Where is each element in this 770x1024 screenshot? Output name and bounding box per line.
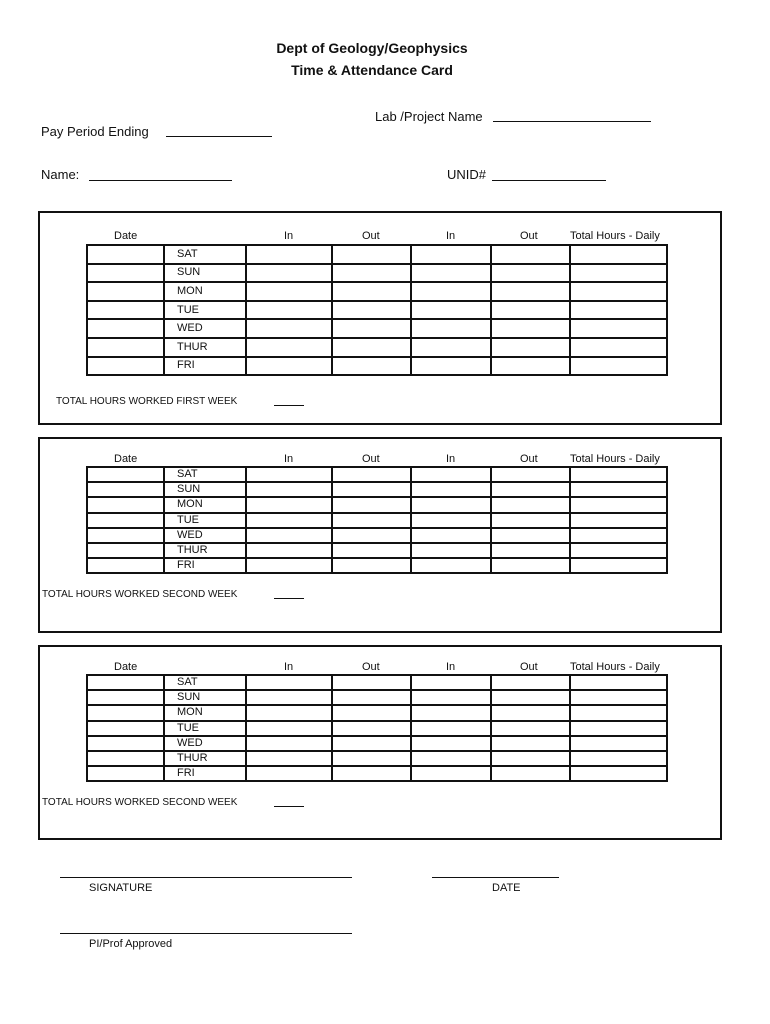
date-cell[interactable] [87,357,164,376]
date-cell[interactable] [87,751,164,766]
table-row [87,766,667,781]
total-hours-cell[interactable] [570,721,667,736]
out-cell[interactable] [332,543,411,558]
total-hours-cell[interactable] [570,245,667,264]
in-cell[interactable] [411,319,491,338]
approved-label: PI/Prof Approved [89,938,173,950]
day-label: THUR [164,543,246,558]
date-cell[interactable] [87,543,164,558]
in-cell[interactable] [246,736,332,751]
date-cell[interactable] [87,482,164,497]
col-header-out1: Out [362,661,380,673]
week-2-table [86,466,668,574]
out-cell[interactable] [491,690,570,705]
out-cell[interactable] [491,751,570,766]
out-cell[interactable] [491,264,570,283]
day-label: MON [164,497,246,512]
lab-project-field[interactable] [493,121,651,122]
in-cell[interactable] [411,264,491,283]
in-cell[interactable] [411,751,491,766]
in-cell[interactable] [411,528,491,543]
col-header-total: Total Hours - Daily [570,453,660,465]
week-2-total-field[interactable] [274,598,304,599]
date-cell[interactable] [87,497,164,512]
out-cell[interactable] [332,751,411,766]
date-cell[interactable] [87,245,164,264]
in-cell[interactable] [246,482,332,497]
col-header-date: Date [114,230,138,242]
in-cell[interactable] [411,690,491,705]
date-cell[interactable] [87,721,164,736]
table-row [87,721,667,736]
day-label: FRI [164,357,246,376]
total-hours-cell[interactable] [570,690,667,705]
total-hours-cell[interactable] [570,497,667,512]
total-hours-cell[interactable] [570,675,667,690]
in-cell[interactable] [246,301,332,320]
lab-project-label: Lab /Project Name [375,109,483,124]
in-cell[interactable] [411,301,491,320]
week-3-total-field[interactable] [274,806,304,807]
out-cell[interactable] [491,543,570,558]
out-cell[interactable] [491,528,570,543]
table-row [87,497,667,512]
total-hours-cell[interactable] [570,766,667,781]
table-row [87,751,667,766]
out-cell[interactable] [491,558,570,573]
in-cell[interactable] [411,245,491,264]
day-label: FRI [164,766,246,781]
out-cell[interactable] [332,245,411,264]
out-cell[interactable] [491,736,570,751]
date-cell[interactable] [87,319,164,338]
col-header-out1: Out [362,230,380,242]
in-cell[interactable] [246,338,332,357]
table-row [87,357,667,376]
in-cell[interactable] [246,721,332,736]
table-row [87,338,667,357]
out-cell[interactable] [491,301,570,320]
table-row [87,675,667,690]
col-header-in1: In [284,230,294,242]
in-cell[interactable] [411,705,491,720]
date-cell[interactable] [87,675,164,690]
in-cell[interactable] [411,558,491,573]
table-row [87,705,667,720]
date-field[interactable] [432,877,559,878]
date-cell[interactable] [87,338,164,357]
out-cell[interactable] [491,282,570,301]
day-label: SUN [164,264,246,283]
total-hours-cell[interactable] [570,736,667,751]
out-cell[interactable] [491,705,570,720]
out-cell[interactable] [491,338,570,357]
in-cell[interactable] [411,467,491,482]
signature-label: SIGNATURE [89,882,153,894]
in-cell[interactable] [246,282,332,301]
out-cell[interactable] [332,319,411,338]
col-header-out2: Out [520,661,538,673]
date-cell[interactable] [87,690,164,705]
date-cell[interactable] [87,705,164,720]
out-cell[interactable] [332,513,411,528]
approval-field[interactable] [60,933,352,934]
day-label: WED [164,319,246,338]
total-hours-cell[interactable] [570,513,667,528]
week-2-total-label: TOTAL HOURS WORKED SECOND WEEK [42,589,238,600]
table-row [87,558,667,573]
out-cell[interactable] [491,513,570,528]
in-cell[interactable] [411,675,491,690]
total-hours-cell[interactable] [570,467,667,482]
out-cell[interactable] [332,675,411,690]
out-cell[interactable] [491,357,570,376]
out-cell[interactable] [491,497,570,512]
out-cell[interactable] [332,705,411,720]
date-cell[interactable] [87,264,164,283]
table-row [87,513,667,528]
total-hours-cell[interactable] [570,301,667,320]
in-cell[interactable] [411,513,491,528]
in-cell[interactable] [246,513,332,528]
in-cell[interactable] [411,282,491,301]
day-label: WED [164,736,246,751]
week-1-total-label: TOTAL HOURS WORKED FIRST WEEK [56,396,238,407]
pay-period-field[interactable] [166,136,272,137]
in-cell[interactable] [246,467,332,482]
day-label: TUE [164,301,246,320]
col-header-total: Total Hours - Daily [570,230,660,242]
table-row [87,528,667,543]
in-cell[interactable] [411,338,491,357]
col-header-date: Date [114,453,138,465]
out-cell[interactable] [332,282,411,301]
total-hours-cell[interactable] [570,282,667,301]
out-cell[interactable] [332,467,411,482]
out-cell[interactable] [491,467,570,482]
date-cell[interactable] [87,467,164,482]
in-cell[interactable] [411,766,491,781]
in-cell[interactable] [411,543,491,558]
in-cell[interactable] [246,705,332,720]
table-row [87,282,667,301]
in-cell[interactable] [246,558,332,573]
day-label: THUR [164,751,246,766]
col-header-in1: In [284,453,294,465]
date-cell[interactable] [87,528,164,543]
col-header-in2: In [446,661,456,673]
out-cell[interactable] [491,245,570,264]
out-cell[interactable] [332,690,411,705]
day-label: SAT [164,245,246,264]
out-cell[interactable] [332,357,411,376]
out-cell[interactable] [491,721,570,736]
pay-period-label: Pay Period Ending [41,124,149,139]
col-header-in1: In [284,661,294,673]
day-label: SUN [164,690,246,705]
week-1-total-field[interactable] [274,405,304,406]
in-cell[interactable] [246,497,332,512]
col-header-date: Date [114,661,138,673]
out-cell[interactable] [491,319,570,338]
day-label: THUR [164,338,246,357]
in-cell[interactable] [246,751,332,766]
day-label: SAT [164,675,246,690]
table-row [87,690,667,705]
day-label: MON [164,282,246,301]
total-hours-cell[interactable] [570,543,667,558]
table-row [87,736,667,751]
date-cell[interactable] [87,513,164,528]
week-1-table [86,244,668,376]
table-row [87,482,667,497]
total-hours-cell[interactable] [570,558,667,573]
in-cell[interactable] [411,482,491,497]
col-header-total: Total Hours - Daily [570,661,660,673]
total-hours-cell[interactable] [570,751,667,766]
unid-label: UNID# [447,167,487,182]
in-cell[interactable] [246,319,332,338]
week-3-total-label: TOTAL HOURS WORKED SECOND WEEK [42,797,238,808]
signature-field[interactable] [60,877,352,878]
col-header-out1: Out [362,453,380,465]
out-cell[interactable] [491,482,570,497]
out-cell[interactable] [491,766,570,781]
in-cell[interactable] [411,721,491,736]
in-cell[interactable] [246,690,332,705]
table-row [87,245,667,264]
day-label: TUE [164,721,246,736]
week-3-table [86,674,668,782]
total-hours-cell[interactable] [570,705,667,720]
col-header-in2: In [446,230,456,242]
name-label: Name: [41,167,80,182]
out-cell[interactable] [332,264,411,283]
table-row [87,264,667,283]
out-cell[interactable] [332,482,411,497]
in-cell[interactable] [411,357,491,376]
name-field[interactable] [89,180,232,181]
out-cell[interactable] [332,301,411,320]
in-cell[interactable] [246,675,332,690]
date-label: DATE [492,882,521,894]
in-cell[interactable] [246,528,332,543]
date-cell[interactable] [87,282,164,301]
total-hours-cell[interactable] [570,482,667,497]
out-cell[interactable] [332,528,411,543]
table-row [87,467,667,482]
out-cell[interactable] [332,497,411,512]
out-cell[interactable] [332,558,411,573]
date-cell[interactable] [87,301,164,320]
day-label: SUN [164,482,246,497]
form-title: Dept of Geology/Geophysics [276,40,468,56]
form-subtitle: Time & Attendance Card [291,62,453,78]
out-cell[interactable] [332,721,411,736]
day-label: FRI [164,558,246,573]
total-hours-cell[interactable] [570,338,667,357]
in-cell[interactable] [411,497,491,512]
out-cell[interactable] [332,736,411,751]
day-label: TUE [164,513,246,528]
in-cell[interactable] [246,264,332,283]
total-hours-cell[interactable] [570,528,667,543]
in-cell[interactable] [246,245,332,264]
total-hours-cell[interactable] [570,319,667,338]
col-header-out2: Out [520,453,538,465]
out-cell[interactable] [332,766,411,781]
in-cell[interactable] [411,736,491,751]
total-hours-cell[interactable] [570,357,667,376]
date-cell[interactable] [87,558,164,573]
total-hours-cell[interactable] [570,264,667,283]
in-cell[interactable] [246,357,332,376]
table-row [87,319,667,338]
col-header-out2: Out [520,230,538,242]
table-row [87,543,667,558]
day-label: MON [164,705,246,720]
table-row [87,301,667,320]
out-cell[interactable] [332,338,411,357]
date-cell[interactable] [87,766,164,781]
day-label: SAT [164,467,246,482]
out-cell[interactable] [491,675,570,690]
in-cell[interactable] [246,766,332,781]
in-cell[interactable] [246,543,332,558]
unid-field[interactable] [492,180,606,181]
date-cell[interactable] [87,736,164,751]
day-label: WED [164,528,246,543]
col-header-in2: In [446,453,456,465]
